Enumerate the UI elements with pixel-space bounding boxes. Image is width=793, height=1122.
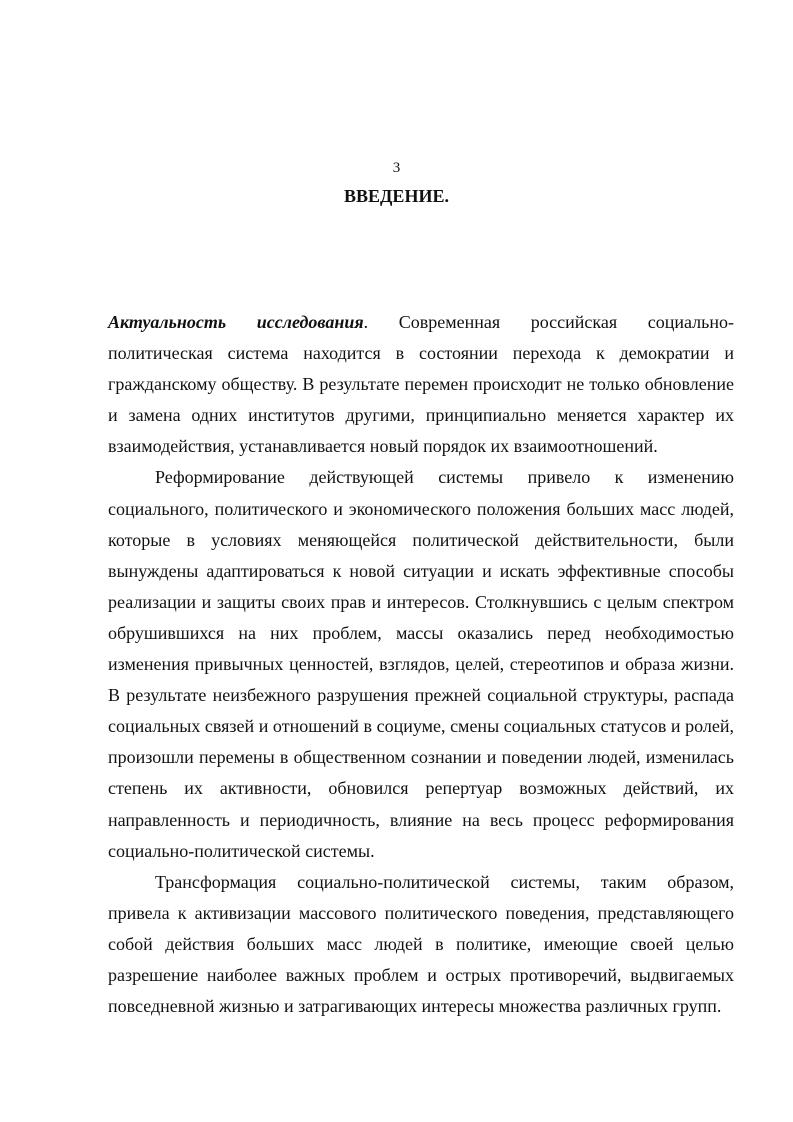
page-number: 3 bbox=[392, 160, 401, 176]
paragraph-lead-tail: . bbox=[363, 312, 369, 332]
page-title: ВВЕДЕНИЕ. bbox=[344, 186, 449, 206]
paragraph-text: Современная российская социально-политическая система находится в состоянии перехода к демократии и гражданскому обществу. В результате перемен происходит не только обновление и замена одних институтов другими, принципиально меняется характер их взаимодействия, устанавливается новый порядок их взаимоотношений. bbox=[108, 312, 734, 457]
paragraph-lead: Актуальность исследования bbox=[108, 312, 364, 332]
paragraph-transformation: Трансформация социально-политической системы, таким образом, привела к активизации массового политического поведения, представляющего собой действия больших масс людей в политике, имеющие своей целью разрешение наиболее важных проблем и острых противоречий, выдвигаемых повседневной жизнью и затрагивающих интересы множества различных групп. bbox=[108, 871, 734, 1017]
document-body bbox=[108, 307, 734, 1022]
paragraph-relevance bbox=[108, 307, 734, 462]
paragraph-reform: Реформирование действующей системы привело к изменению социального, политического и экономического положения больших масс людей, которые в условиях меняющейся политической действительности, были вынуждены адаптироваться к новой ситуации и искать эффективные способы реализации и защиты своих прав и интересов. Столкнувшись с целым спектром обрушившихся на них проблем, массы оказались перед необходимостью изменения привычных ценностей, взглядов, целей, стереотипов и образа жизни. В результате неизбежного разрушения прежней социальной структуры, распада социальных связей и отношений в социуме, смены социальных статусов и ролей, произошли перемены в общественном сознании и поведении людей, изменилась степень их активности, обновился репертуар возможных действий, их направленность и периодичность, влияние на весь процесс реформирования социально-политической системы. bbox=[108, 467, 734, 861]
